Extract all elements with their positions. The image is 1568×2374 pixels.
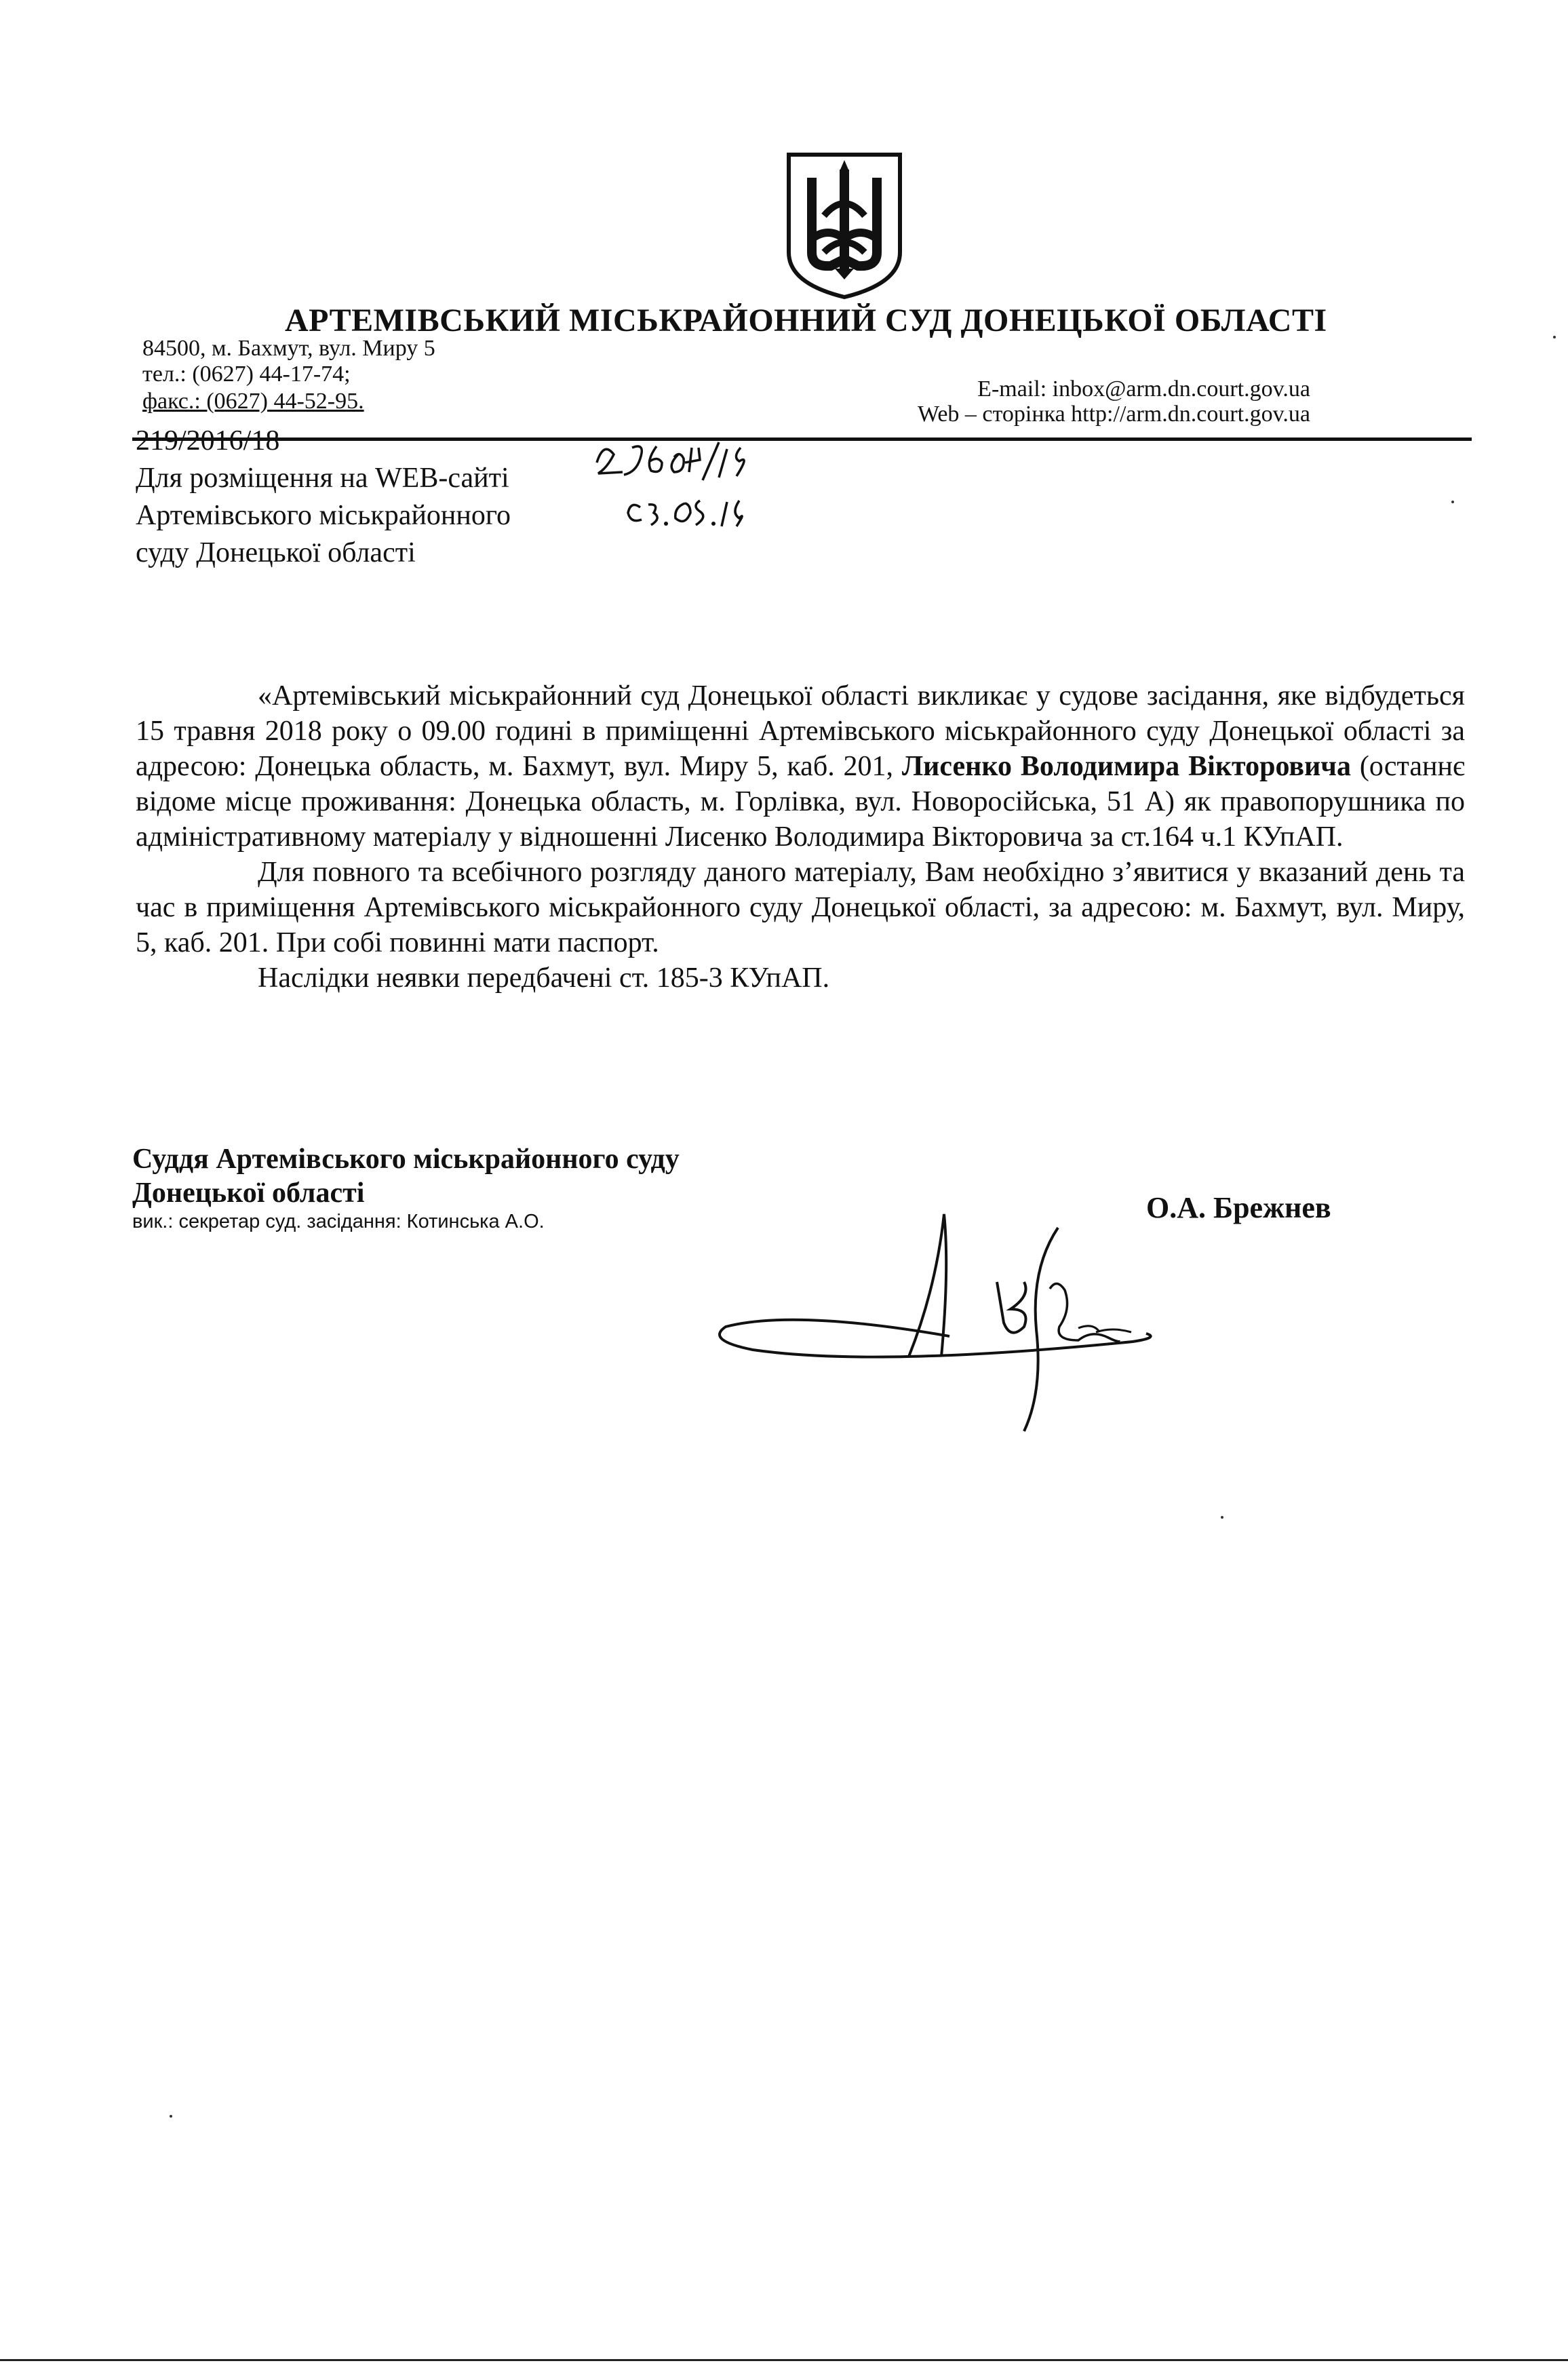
executor-note: вик.: секретар суд. засідання: Котинська А.О. bbox=[132, 1211, 545, 1232]
court-fax: факс.: (0627) 44-52-95. bbox=[142, 389, 364, 414]
handwritten-signature bbox=[712, 1207, 1173, 1438]
scan-speck bbox=[1553, 336, 1556, 338]
summons-paragraph-2: Для повного та всебічного розгляду даного матеріалу, Вам необхідно з’явитися у вказаний день та час в приміщення Артемівського міськрайонного суду Донецької області, за адресою: м. Бахмут, вул. Миру, 5, каб. 201. При собі повинні мати паспорт. bbox=[136, 857, 1465, 958]
handwritten-registration-mark bbox=[583, 427, 807, 536]
court-website: Web – сторінка http://arm.dn.court.gov.ua bbox=[917, 402, 1310, 427]
defendant-name: Лисенко Володимира Вікторовича bbox=[901, 751, 1351, 782]
court-address: 84500, м. Бахмут, вул. Миру 5 bbox=[142, 336, 435, 361]
trident-coat-of-arms-icon bbox=[783, 151, 905, 301]
judge-name: О.А. Брежнев bbox=[1146, 1191, 1331, 1224]
scan-speck bbox=[1221, 1516, 1223, 1519]
court-email: E-mail: inbox@arm.dn.court.gov.ua bbox=[977, 376, 1310, 402]
judge-title-line-1: Суддя Артемівського міськрайонного суду bbox=[132, 1144, 680, 1175]
paragraph-1-part-2: (останнє відоме місце проживання: Донецька область, м. Горлівка, вул. Новоросійська, 51 А) як правопорушника по адміністративному матеріалу у відношенні Лисенко Володимира Вікторовича за ст.164 ч.1 КУпАП. bbox=[136, 751, 1465, 853]
court-phone: тел.: (0627) 44-17-74; bbox=[142, 362, 351, 387]
judge-title-line-2: Донецької області bbox=[132, 1178, 365, 1209]
purpose-line-3: суду Донецької області bbox=[136, 537, 416, 568]
page-bottom-edge bbox=[0, 2359, 1568, 2361]
court-name-heading: АРТЕМІВСЬКИЙ МІСЬКРАЙОННИЙ СУД ДОНЕЦЬКОЇ ОБЛАСТІ bbox=[285, 303, 1327, 338]
paragraph-1-part-1: «Артемівський міськрайонний суд Донецької області викликає у судове засідання, яке відбудеться 15 травня 2018 року о 09.00 годині в приміщенні Артемівського міськрайонного суду Донецької області за адресою: Донецька область, м. Бахмут, вул. Миру 5, каб. 201, bbox=[136, 680, 1465, 782]
scan-speck bbox=[1451, 501, 1454, 503]
scan-speck bbox=[170, 2115, 172, 2118]
summons-body bbox=[136, 678, 1465, 996]
purpose-line-1: Для розміщення на WEB-сайті bbox=[136, 463, 509, 494]
summons-paragraph-1 bbox=[136, 678, 1465, 855]
purpose-line-2: Артемівського міськрайонного bbox=[136, 500, 511, 531]
summons-paragraph-3: Наслідки неявки передбачені ст. 185-3 КУпАП. bbox=[258, 962, 830, 994]
case-number: 219/2016/18 bbox=[136, 425, 280, 456]
